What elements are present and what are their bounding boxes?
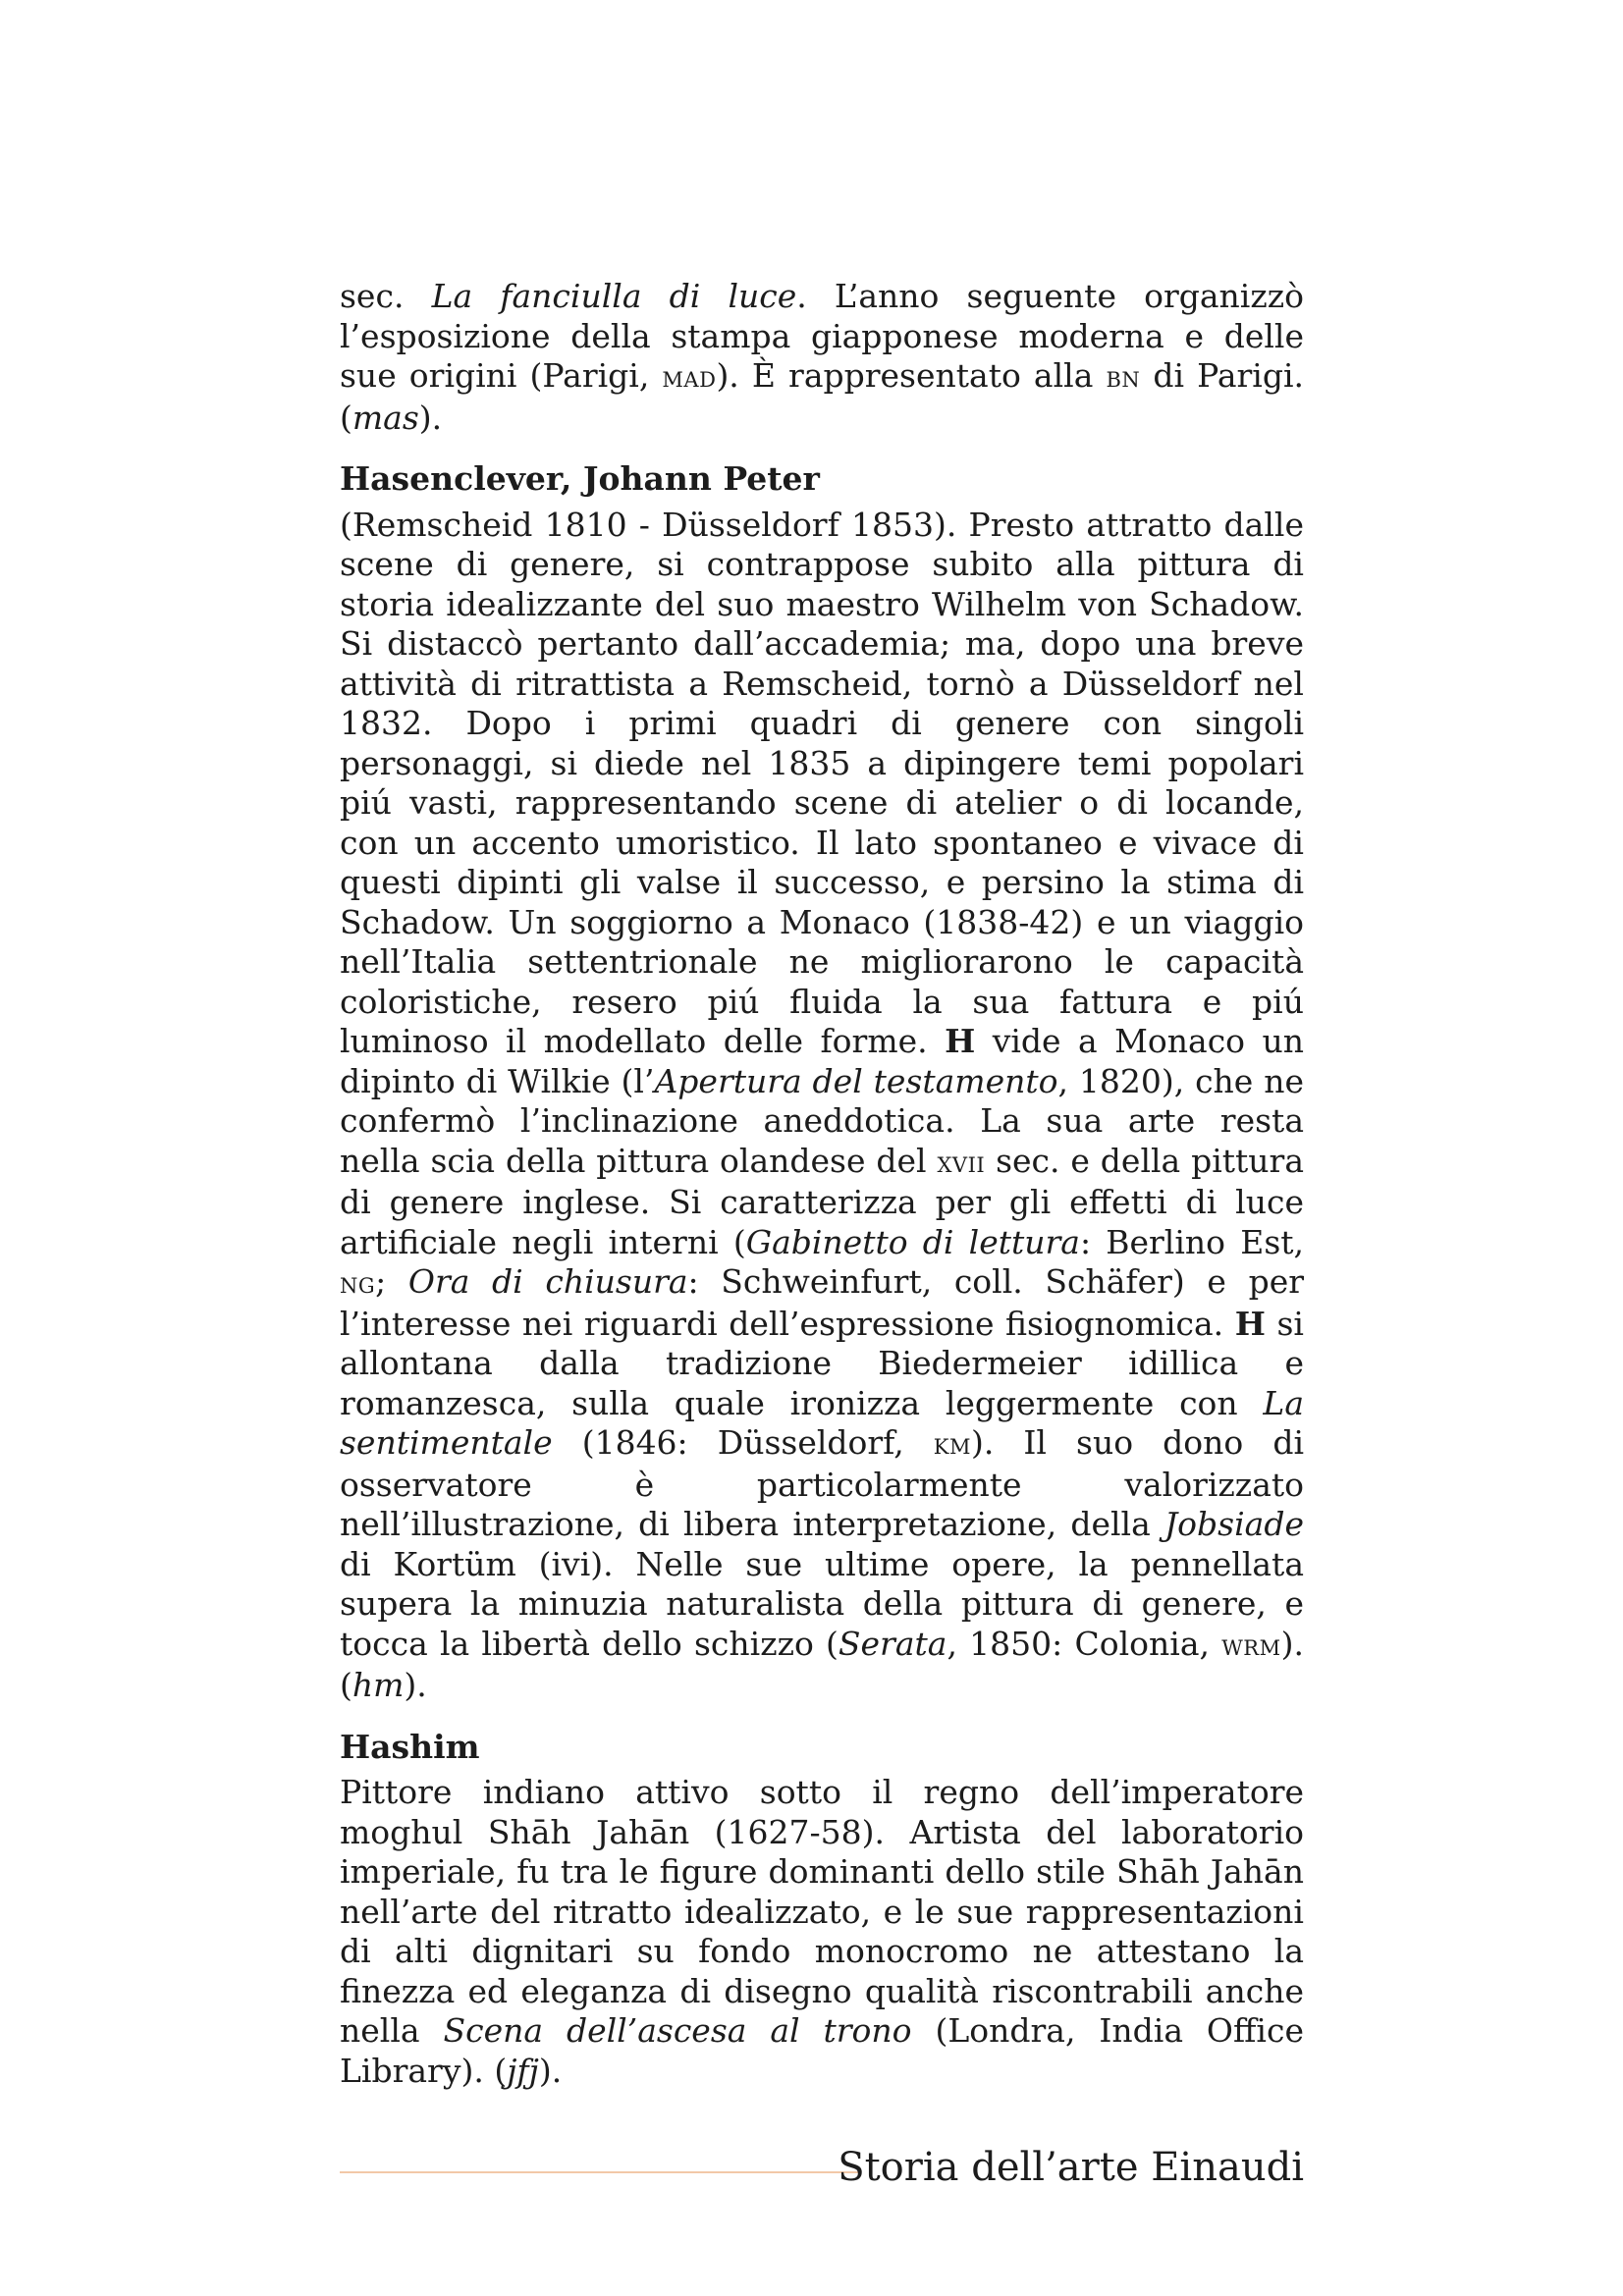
artwork-title: Gabinetto di lettura <box>745 1222 1080 1261</box>
abbreviation: wrm <box>1221 1628 1281 1663</box>
artwork-title: Ora di chiusura <box>407 1262 688 1301</box>
entry-initial: H <box>945 1022 976 1060</box>
entry-initial: H <box>1234 1304 1266 1343</box>
artwork-title: Jobsiade <box>1163 1505 1304 1543</box>
artwork-title: La fanciulla di luce <box>431 277 797 315</box>
artwork-title: Apertura del testamento <box>654 1061 1058 1100</box>
artwork-title: Scena dell’ascesa al trono <box>443 2011 912 2050</box>
abbreviation: mad <box>662 360 717 395</box>
abbreviation: bn <box>1106 360 1141 395</box>
footer-title: Storia dell’arte Einaudi <box>838 2145 1304 2190</box>
century-numeral: xvii <box>937 1145 986 1180</box>
entry-heading-hasenclever: Hasenclever, Johann Peter <box>340 459 820 498</box>
footer-divider <box>340 2171 860 2173</box>
entry-body-hasenclever: (Remscheid 1810 - Düsseldorf 1853). Presto attratto dalle scene di genere, si contrappose subito alla pittura di storia idealizzante del suo maestro Wilhelm von Schadow. Si distaccò pertanto dall’accademia; ma, dopo una breve attività di ritrattista a Remscheid, tornò a Düsseldorf nel 1832. Dopo i primi quadri di genere con singoli personaggi, si diede nel 1835 a dipingere temi popolari piú vasti, rappresentando scene di atelier o di locande, con un accento umoristico. Il lato spontaneo e vivace di questi dipinti gli valse il successo, e persino la stima di Schadow. Un soggiorno a Monaco (1838-42) e un viaggio nell’Italia settentrionale ne migliorarono le capacità coloristiche, resero piú fluida la sua fattura e piú luminoso il modellato delle forme. H vide a Monaco un dipinto di Wilkie (l’Apertura del testamento, 1820), che ne confermò l’inclinazione aneddotica. La sua arte resta nella scia della pittura olandese del xvii sec. e della pittura di genere inglese. Si caratterizza per gli effetti di luce artificiale negli interni (Gabinetto di lettura: Berlino Est, ng; Ora di chiusura: Schweinfurt, coll. Schäfer) e per l’interesse nei riguardi dell’espressione fisiognomica. H si allontana dalla tradizione Biedermeier idillica e romanzesca, sulla quale ironizza leggermente con La sentimentale (1846: Düsseldorf, km). Il suo dono di osservatore è particolarmente valorizzato nell’illustrazione, di libera interpretazione, della Jobsiade di Kortüm (ivi). Nelle sue ultime opere, la pennellata supera la minuzia naturalista della pittura di genere, e tocca la libertà dello schizzo (Serata, 1850: Colonia, wrm). (hm). <box>340 505 1305 1704</box>
author-initials: mas <box>352 398 419 437</box>
artwork-title: La sentimentale <box>340 1383 1304 1462</box>
intro-paragraph: sec. La fanciulla di luce. L’anno seguente organizzò l’esposizione della stampa giapponese moderna e delle sue origini (Parigi, mad). È rappresentato alla bn di Parigi. (mas). <box>340 277 1304 437</box>
author-initials: jfj <box>507 2051 539 2090</box>
entry-body-hashim: Pittore indiano attivo sotto il regno dell’imperatore moghul Shāh Jahān (1627-58). Artista del laboratorio imperiale, fu tra le figure dominanti dello stile Shāh Jahān nell’arte del ritratto idealizzato, e le sue rappresentazioni di alti dignitari su fondo monocromo ne attestano la finezza ed eleganza di disegno qualità riscontrabili anche nella Scena dell’ascesa al trono (Londra, India Office Library). (jfj). <box>340 1773 1304 2090</box>
abbreviation: km <box>933 1427 971 1462</box>
page-text <box>340 277 1304 2091</box>
artwork-title: Serata <box>838 1624 947 1663</box>
author-initials: hm <box>352 1666 405 1704</box>
abbreviation: ng <box>340 1266 376 1301</box>
entry-heading-hashim: Hashim <box>340 1727 480 1766</box>
